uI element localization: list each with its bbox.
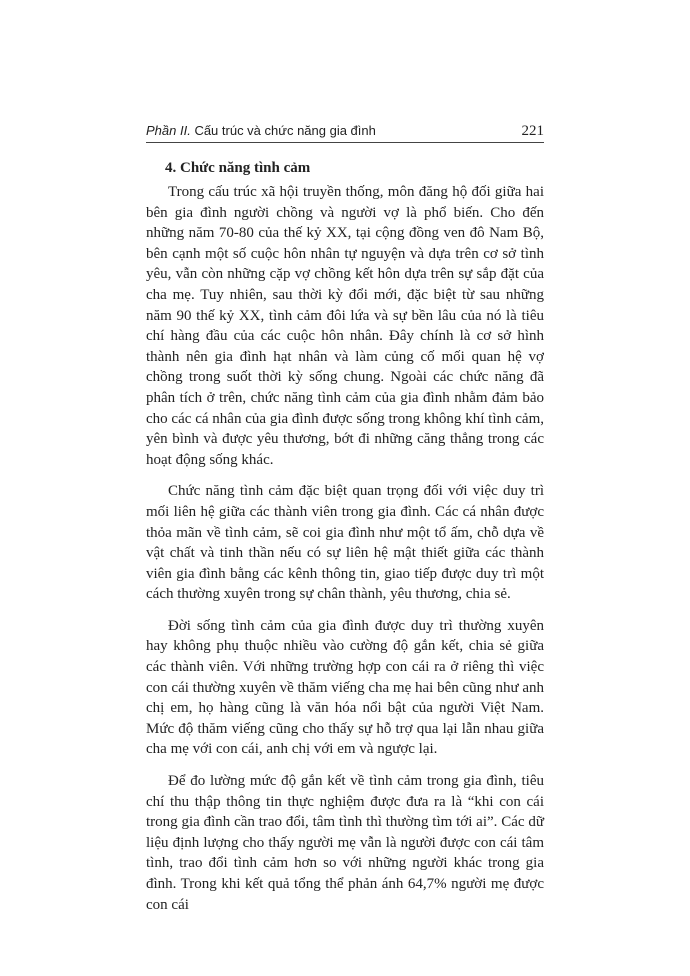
running-header: [146, 122, 544, 143]
paragraph-1: Trong cấu trúc xã hội truyền thống, môn đăng hộ đối giữa hai bên gia đình người chồng và người vợ là phổ biến. Cho đến những năm 70-80 của thế kỷ XX, tại cộng đồng ven đô Nam Bộ, bên cạnh một số cuộc hôn nhân tự nguyện và dựa trên cơ sở tình yêu, vẫn còn những cặp vợ chồng kết hôn dựa trên sự sắp đặt của cha mẹ. Tuy nhiên, sau thời kỳ đổi mới, đặc biệt từ sau những năm 90 thế kỷ XX, tình cảm đôi lứa và sự bền lâu của nó là tiêu chí hàng đầu của các cuộc hôn nhân. Đây chính là cơ sở hình thành nên gia đình hạt nhân và làm củng cố mối quan hệ vợ chồng trong suốt thời kỳ sống chung. Ngoài các chức năng đã phân tích ở trên, chức năng tình cảm của gia đình nhằm đảm bảo cho các cá nhân của gia đình được sống trong không khí tình cảm, yên bình và được yêu thương, bớt đi những căng thẳng trong các hoạt động sống khác.: [146, 184, 544, 468]
paragraph-3: Đời sống tình cảm của gia đình được duy trì thường xuyên hay không phụ thuộc nhiều vào cường độ gắn kết, chia sẻ giữa các thành viên. Với những trường hợp con cái ra ở riêng thì việc con cái thường xuyên về thăm viếng cha mẹ hai bên cũng như anh chị em, họ hàng cũng là văn hóa nổi bật của người Việt Nam. Mức độ thăm viếng cũng cho thấy sự hỗ trợ qua lại lẫn nhau giữa cha mẹ với con cái, anh chị với em và ngược lại.: [146, 617, 544, 758]
chapter-title: Cấu trúc và chức năng gia đình: [194, 123, 376, 138]
section-heading: 4. Chức năng tình cảm: [165, 160, 311, 176]
page-body: [146, 158, 544, 926]
paragraph-2: Chức năng tình cảm đặc biệt quan trọng đối với việc duy trì mối liên hệ giữa các thành viên trong gia đình. Các cá nhân được thỏa mãn về tình cảm, sẽ coi gia đình như một tổ ấm, chỗ dựa về vật chất và tinh thần nếu có sự liên hệ mật thiết giữa các thành viên gia đình bằng các kênh thông tin, giao tiếp được duy trì một cách thường xuyên trong sự chân thành, yêu thương, chia sẻ.: [146, 483, 544, 603]
paragraph-4: Để đo lường mức độ gắn kết về tình cảm trong gia đình, tiêu chí thu thập thông tin thực nghiệm được đưa ra là “khi con cái trong gia đình cần trao đổi, tâm tình thì thường tìm tới ai”. Các dữ liệu định lượng cho thấy người mẹ vẫn là người được con cái tâm tình, trao đổi tình cảm hơn so với những người khác trong gia đình. Trong khi kết quả tổng thể phản ánh 64,7% người mẹ được con cái: [146, 773, 544, 913]
running-header-title: [146, 122, 376, 140]
part-label: Phần II.: [146, 123, 191, 138]
page-number: 221: [521, 123, 544, 139]
